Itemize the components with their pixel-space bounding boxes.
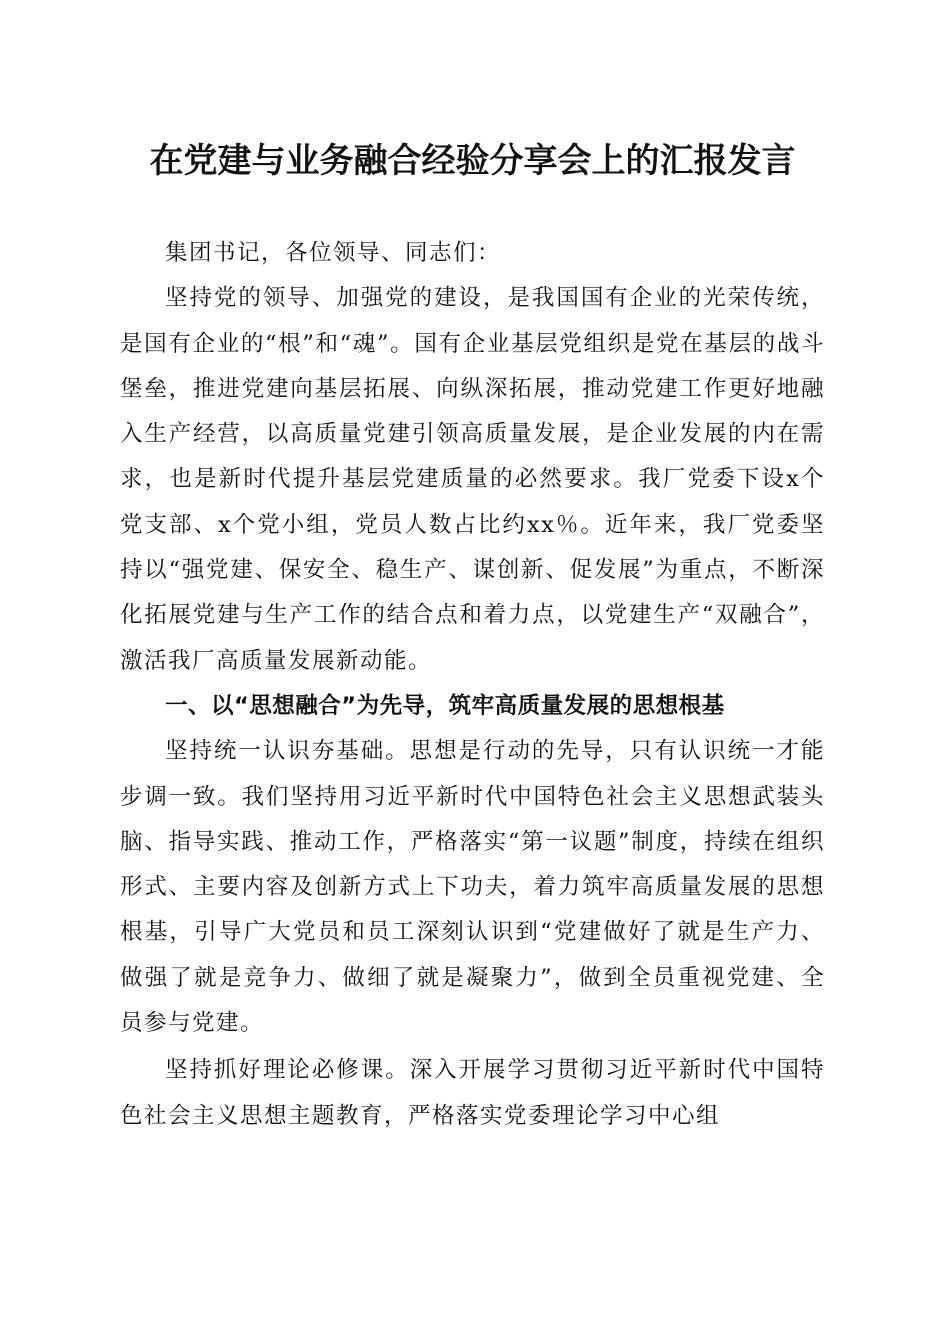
intro-paragraph: 坚持党的领导、加强党的建设，是我国国有企业的光荣传统，是国有企业的“根”和“魂”。国有企业基层党组织是党在基层的战斗堡垒，推进党建向基层拓展、向纵深拓展，推动党建工作更好地融入生产经营，以高质量党建引领高质量发展，是企业发展的内在需求，也是新时代提升基层党建质量的必然要求。我厂党委下设x个党支部、x个党小组，党员人数占比约xx％。近年来，我厂党委坚持以“强党建、保安全、稳生产、谋创新、促发展”为重点，不断深化拓展党建与生产工作的结合点和着力点，以党建生产“双融合”，激活我厂高质量发展新动能。: [120, 285, 825, 674]
salutation: 集团书记，各位领导、同志们：: [165, 240, 502, 266]
section-heading: 一、以“思想融合”为先导，筑牢高质量发展的思想根基: [165, 692, 725, 719]
section-paragraph-1: 坚持统一认识夯基础。思想是行动的先导，只有认识统一才能步调一致。我们坚持用习近平新时代中国特色社会主义思想武装头脑、指导实践、推动工作，严格落实“第一议题”制度，持续在组织形式、主要内容及创新方式上下功夫，着力筑牢高质量发展的思想根基，引导广大党员和员工深刻认识到“党建做好了就是生产力、做强了就是竞争力、做细了就是凝聚力”，做到全员重视党建、全员参与党建。: [120, 738, 825, 1037]
document-title: 在党建与业务融合经验分享会上的汇报发言: [149, 141, 796, 181]
document-body: [120, 231, 825, 1139]
section-paragraph-2: 坚持抓好理论必修课。深入开展学习贯彻习近平新时代中国特色社会主义思想主题教育，严格落实党委理论学习中心组: [120, 1057, 825, 1129]
